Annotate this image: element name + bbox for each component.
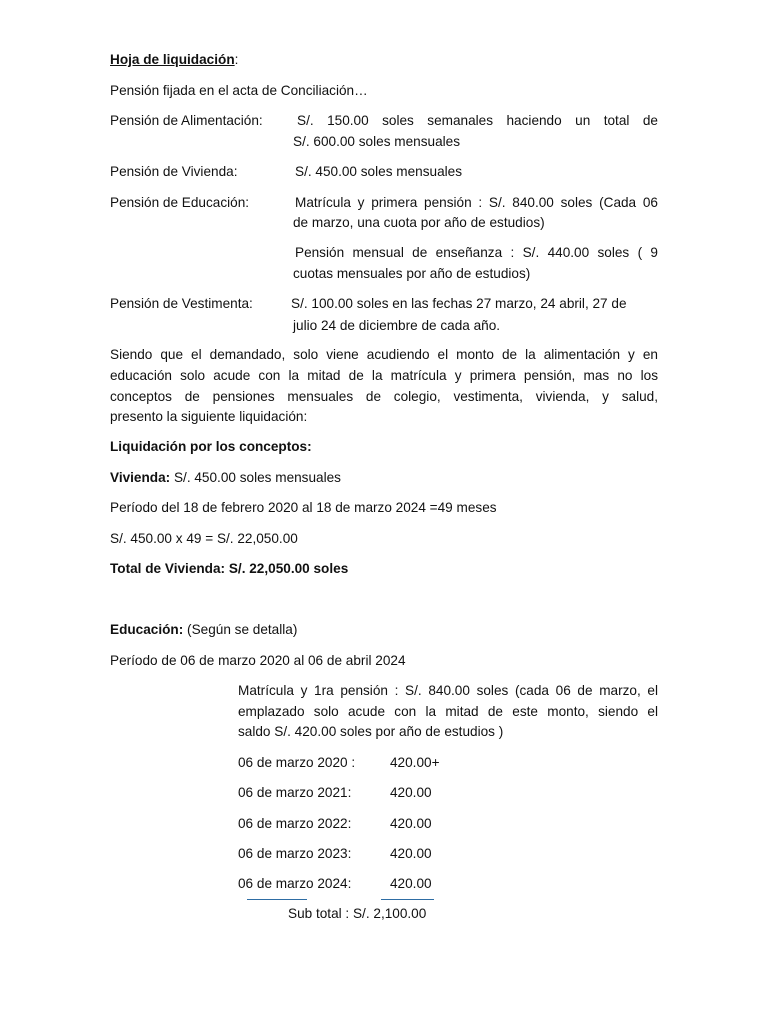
educacion-period: Período de 06 de marzo 2020 al 06 de abril 2024 <box>110 653 406 668</box>
vivienda-label: Pensión de Vivienda: <box>110 164 238 179</box>
row-date: 06 de marzo 2023: <box>238 846 352 861</box>
educacion-label: Pensión de Educación: <box>110 195 250 210</box>
paragraph-line1: Siendo que el demandado, solo viene acudiendo el monto de la alimentación y en <box>110 347 658 362</box>
vivienda-section-line <box>110 468 341 488</box>
educacion-b-line1: Pensión mensual de enseñanza : S/. 440.00 soles ( 9 <box>295 245 658 260</box>
subtotal-line: Sub total : S/. 2,100.00 <box>288 906 427 921</box>
row-date: 06 de marzo 2021: <box>238 785 352 800</box>
educacion-a-line1: Matrícula y primera pensión : S/. 840.00 soles (Cada 06 <box>295 195 658 210</box>
alimentacion-line1: S/. 150.00 soles semanales haciendo un total de <box>297 113 658 128</box>
educacion-detail-line3: saldo S/. 420.00 soles por año de estudios ) <box>238 724 504 739</box>
educacion-detail-line1: Matrícula y 1ra pensión : S/. 840.00 soles (cada 06 de marzo, el <box>238 683 658 698</box>
row-date: 06 de marzo 2024: <box>238 876 352 891</box>
educacion-detail-line2: emplazado solo acude con la mitad de este monto, siendo el <box>238 704 658 719</box>
row-amount: 420.00 <box>390 785 432 800</box>
underline-date-rule <box>247 899 307 900</box>
paragraph-line2: educación solo acude con la mitad de la matrícula y primera pensión, mas no los <box>110 368 658 383</box>
title-colon: : <box>234 52 239 67</box>
vivienda-period: Período del 18 de febrero 2020 al 18 de marzo 2024 =49 meses <box>110 500 497 515</box>
row-amount: 420.00 <box>390 816 432 831</box>
educacion-section-note: (Según se detalla) <box>183 622 298 637</box>
underline-amount-rule <box>381 899 434 900</box>
vivienda-section-label: Vivienda: <box>110 470 171 485</box>
document-title <box>110 50 238 70</box>
educacion-a-line2: de marzo, una cuota por año de estudios) <box>293 215 545 230</box>
educacion-b-line2: cuotas mensuales por año de estudios) <box>293 266 531 281</box>
educacion-section-line <box>110 620 297 640</box>
row-amount: 420.00+ <box>390 755 440 770</box>
vestimenta-line2: julio 24 de diciembre de cada año. <box>293 318 501 333</box>
vivienda-calc: S/. 450.00 x 49 = S/. 22,050.00 <box>110 531 298 546</box>
vestimenta-line1: S/. 100.00 soles en las fechas 27 marzo, 24 abril, 27 de <box>291 296 627 311</box>
vivienda-value: S/. 450.00 soles mensuales <box>295 164 463 179</box>
liquidacion-heading: Liquidación por los conceptos: <box>110 439 312 454</box>
vestimenta-label: Pensión de Vestimenta: <box>110 296 253 311</box>
alimentacion-line2: S/. 600.00 soles mensuales <box>293 134 461 149</box>
intro-line: Pensión fijada en el acta de Conciliación… <box>110 83 368 98</box>
row-amount: 420.00 <box>390 846 432 861</box>
vivienda-section-value: S/. 450.00 soles mensuales <box>170 470 341 485</box>
title-text: Hoja de liquidación <box>110 52 235 67</box>
row-date: 06 de marzo 2020 : <box>238 755 356 770</box>
row-date: 06 de marzo 2022: <box>238 816 352 831</box>
paragraph-line3: conceptos de pensiones mensuales de colegio, vestimenta, vivienda, y salud, <box>110 389 658 404</box>
vivienda-total: Total de Vivienda: S/. 22,050.00 soles <box>110 561 349 576</box>
paragraph-line4: presento la siguiente liquidación: <box>110 409 308 424</box>
row-amount: 420.00 <box>390 876 432 891</box>
alimentacion-label: Pensión de Alimentación: <box>110 113 263 128</box>
educacion-section-label: Educación: <box>110 622 184 637</box>
